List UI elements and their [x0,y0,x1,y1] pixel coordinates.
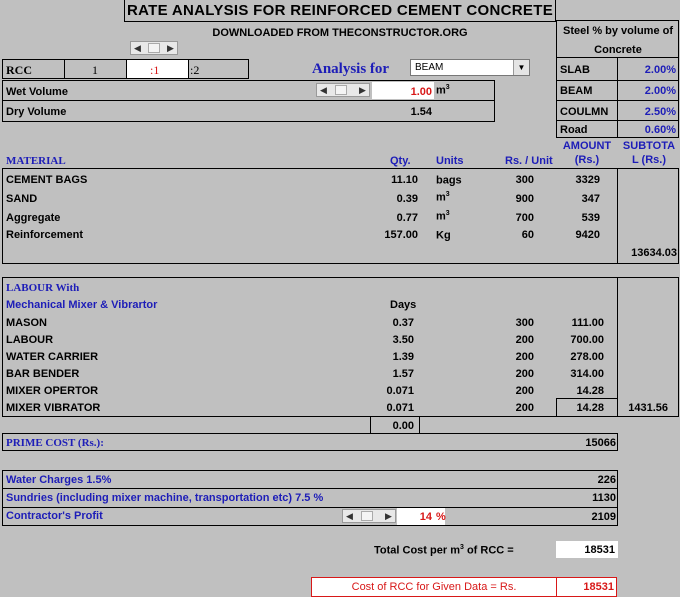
wet-volume-value[interactable]: 1.00 [410,86,432,98]
labour-days: 0.071 [386,385,414,397]
labour-days: 0.071 [386,402,414,414]
material-unit: bags [436,174,462,187]
labour-title: LABOUR With [6,282,80,294]
material-unit: $m^3$ [436,210,450,223]
page-title: RATE ANALYSIS FOR REINFORCED CEMENT CONCRETE [127,2,553,19]
labour-name: BAR BENDER [6,368,80,380]
labour-days: 0.37 [392,317,414,329]
steel-value-column[interactable]: 2.50% [644,106,676,118]
labour-days: 1.39 [392,351,414,363]
profit-pct[interactable]: 14 [419,511,432,523]
labour-amount: 14.28 [576,385,604,397]
analysis-select-value: BEAM [415,62,444,73]
material-name: Reinforcement [6,229,84,241]
material-name: SAND [6,193,38,205]
material-rate[interactable]: 900 [515,193,534,205]
steel-label-beam: BEAM [560,85,593,97]
labour-rate[interactable]: 200 [515,351,534,363]
sundries-label: Sundries (including mixer machine, transportation etc) 7.5 % [6,492,324,504]
material-amount: 539 [581,212,600,224]
units-header: Units [436,155,464,167]
total-value: 18531 [584,544,615,556]
labour-rate[interactable]: 200 [515,368,534,380]
wet-volume-spinner[interactable] [316,83,370,97]
wet-volume-label: Wet Volume [6,86,68,98]
material-qty: 11.10 [391,174,418,186]
labour-last-amount-box [556,398,618,417]
material-unit: Kg [436,229,451,242]
labour-subtitle: Mechanical Mixer & Vibrartor [6,299,158,311]
labour-amount: 278.00 [570,351,604,363]
labour-rate[interactable]: 300 [515,317,534,329]
material-qty: 157.00 [384,229,418,241]
dry-volume-label: Dry Volume [6,106,67,118]
ratio-sand[interactable]: :1 [150,63,160,77]
steel-value-beam[interactable]: 2.00% [644,85,676,97]
steel-label-road: Road [560,124,588,136]
labour-rate[interactable]: 200 [515,402,534,414]
ratio-spinner[interactable] [130,41,178,55]
material-qty: 0.77 [396,212,418,224]
qty-header: Qty. [390,155,411,167]
labour-days: 1.57 [392,368,414,380]
right-arrow-icon[interactable]: ▶ [167,43,174,53]
subtotal-header: SUBTOTA L (Rs.) [622,140,676,166]
material-name: CEMENT BAGS [6,174,88,186]
rate-header: Rs. / Unit [505,155,553,167]
labour-rate[interactable]: 200 [515,385,534,397]
profit-value: 2109 [591,511,616,523]
left-arrow-icon[interactable]: ◀ [134,43,141,53]
analysis-select[interactable] [410,59,530,76]
days-header: Days [390,299,417,311]
labour-extra: 0.00 [392,420,414,432]
material-rate[interactable]: 300 [515,174,534,186]
labour-subtotal: 1431.56 [628,402,668,414]
labour-name: MIXER VIBRATOR [6,402,101,414]
labour-amount: 14.28 [576,402,604,414]
labour-rate[interactable]: 200 [515,334,534,346]
sundries-value: 1130 [592,492,616,504]
material-amount: 347 [581,193,600,205]
material-subtotal: 13634.03 [631,247,677,259]
dropdown-button[interactable]: ▼ [513,60,529,75]
labour-amount: 700.00 [570,334,604,346]
steel-label-slab: SLAB [560,64,590,76]
steel-value-slab[interactable]: 2.00% [644,64,676,76]
right-arrow-icon[interactable]: ▶ [359,85,366,95]
prime-cost-label: PRIME COST (Rs.): [6,437,104,449]
profit-pct-sign: % [436,511,446,523]
analysis-label: Analysis for [312,61,390,77]
material-unit: $m^3$ [436,191,450,204]
final-label: Cost of RCC for Given Data = Rs. [351,581,517,593]
labour-days: 3.50 [392,334,414,346]
water-charges-value: 226 [597,474,616,486]
steel-label-column: COULMN [560,106,609,118]
dry-volume-value: 1.54 [410,106,432,118]
ratio-cement: 1 [92,63,98,77]
ratio-label: RCC [6,63,32,77]
profit-spinner[interactable] [342,509,396,523]
ratio-aggregate: :2 [190,63,200,77]
left-arrow-icon[interactable]: ◀ [346,511,353,521]
right-arrow-icon[interactable]: ▶ [385,511,392,521]
labour-name: LABOUR [6,334,54,346]
material-amount: 3329 [575,174,600,186]
steel-header: Steel % by volume of Concrete [562,25,674,56]
steel-value-road[interactable]: 0.60% [644,124,676,136]
prime-cost-value: 15066 [585,437,616,449]
labour-name: MASON [6,317,47,329]
labour-amount: 314.00 [570,368,604,380]
material-rate[interactable]: 60 [521,229,534,241]
total-label: Total Cost per $m^3$ of RCC = [374,544,514,557]
final-value: 18531 [583,581,614,593]
profit-label: Contractor's Profit [6,510,103,522]
material-amount: 9420 [575,229,600,241]
labour-name: MIXER OPERTOR [6,385,99,397]
wet-volume-unit: $m^3$ [436,84,450,97]
page-subtitle: DOWNLOADED FROM THECONSTRUCTOR.ORG [212,27,468,39]
left-arrow-icon[interactable]: ◀ [320,85,327,95]
material-rate[interactable]: 700 [515,212,534,224]
material-name: Aggregate [6,212,61,224]
labour-name: WATER CARRIER [6,351,99,363]
labour-amount: 111.00 [571,317,604,329]
material-qty: 0.39 [396,193,418,205]
water-charges-label: Water Charges 1.5% [6,474,112,486]
material-header: MATERIAL [6,155,66,167]
amount-header: AMOUNT (Rs.) [562,140,612,166]
